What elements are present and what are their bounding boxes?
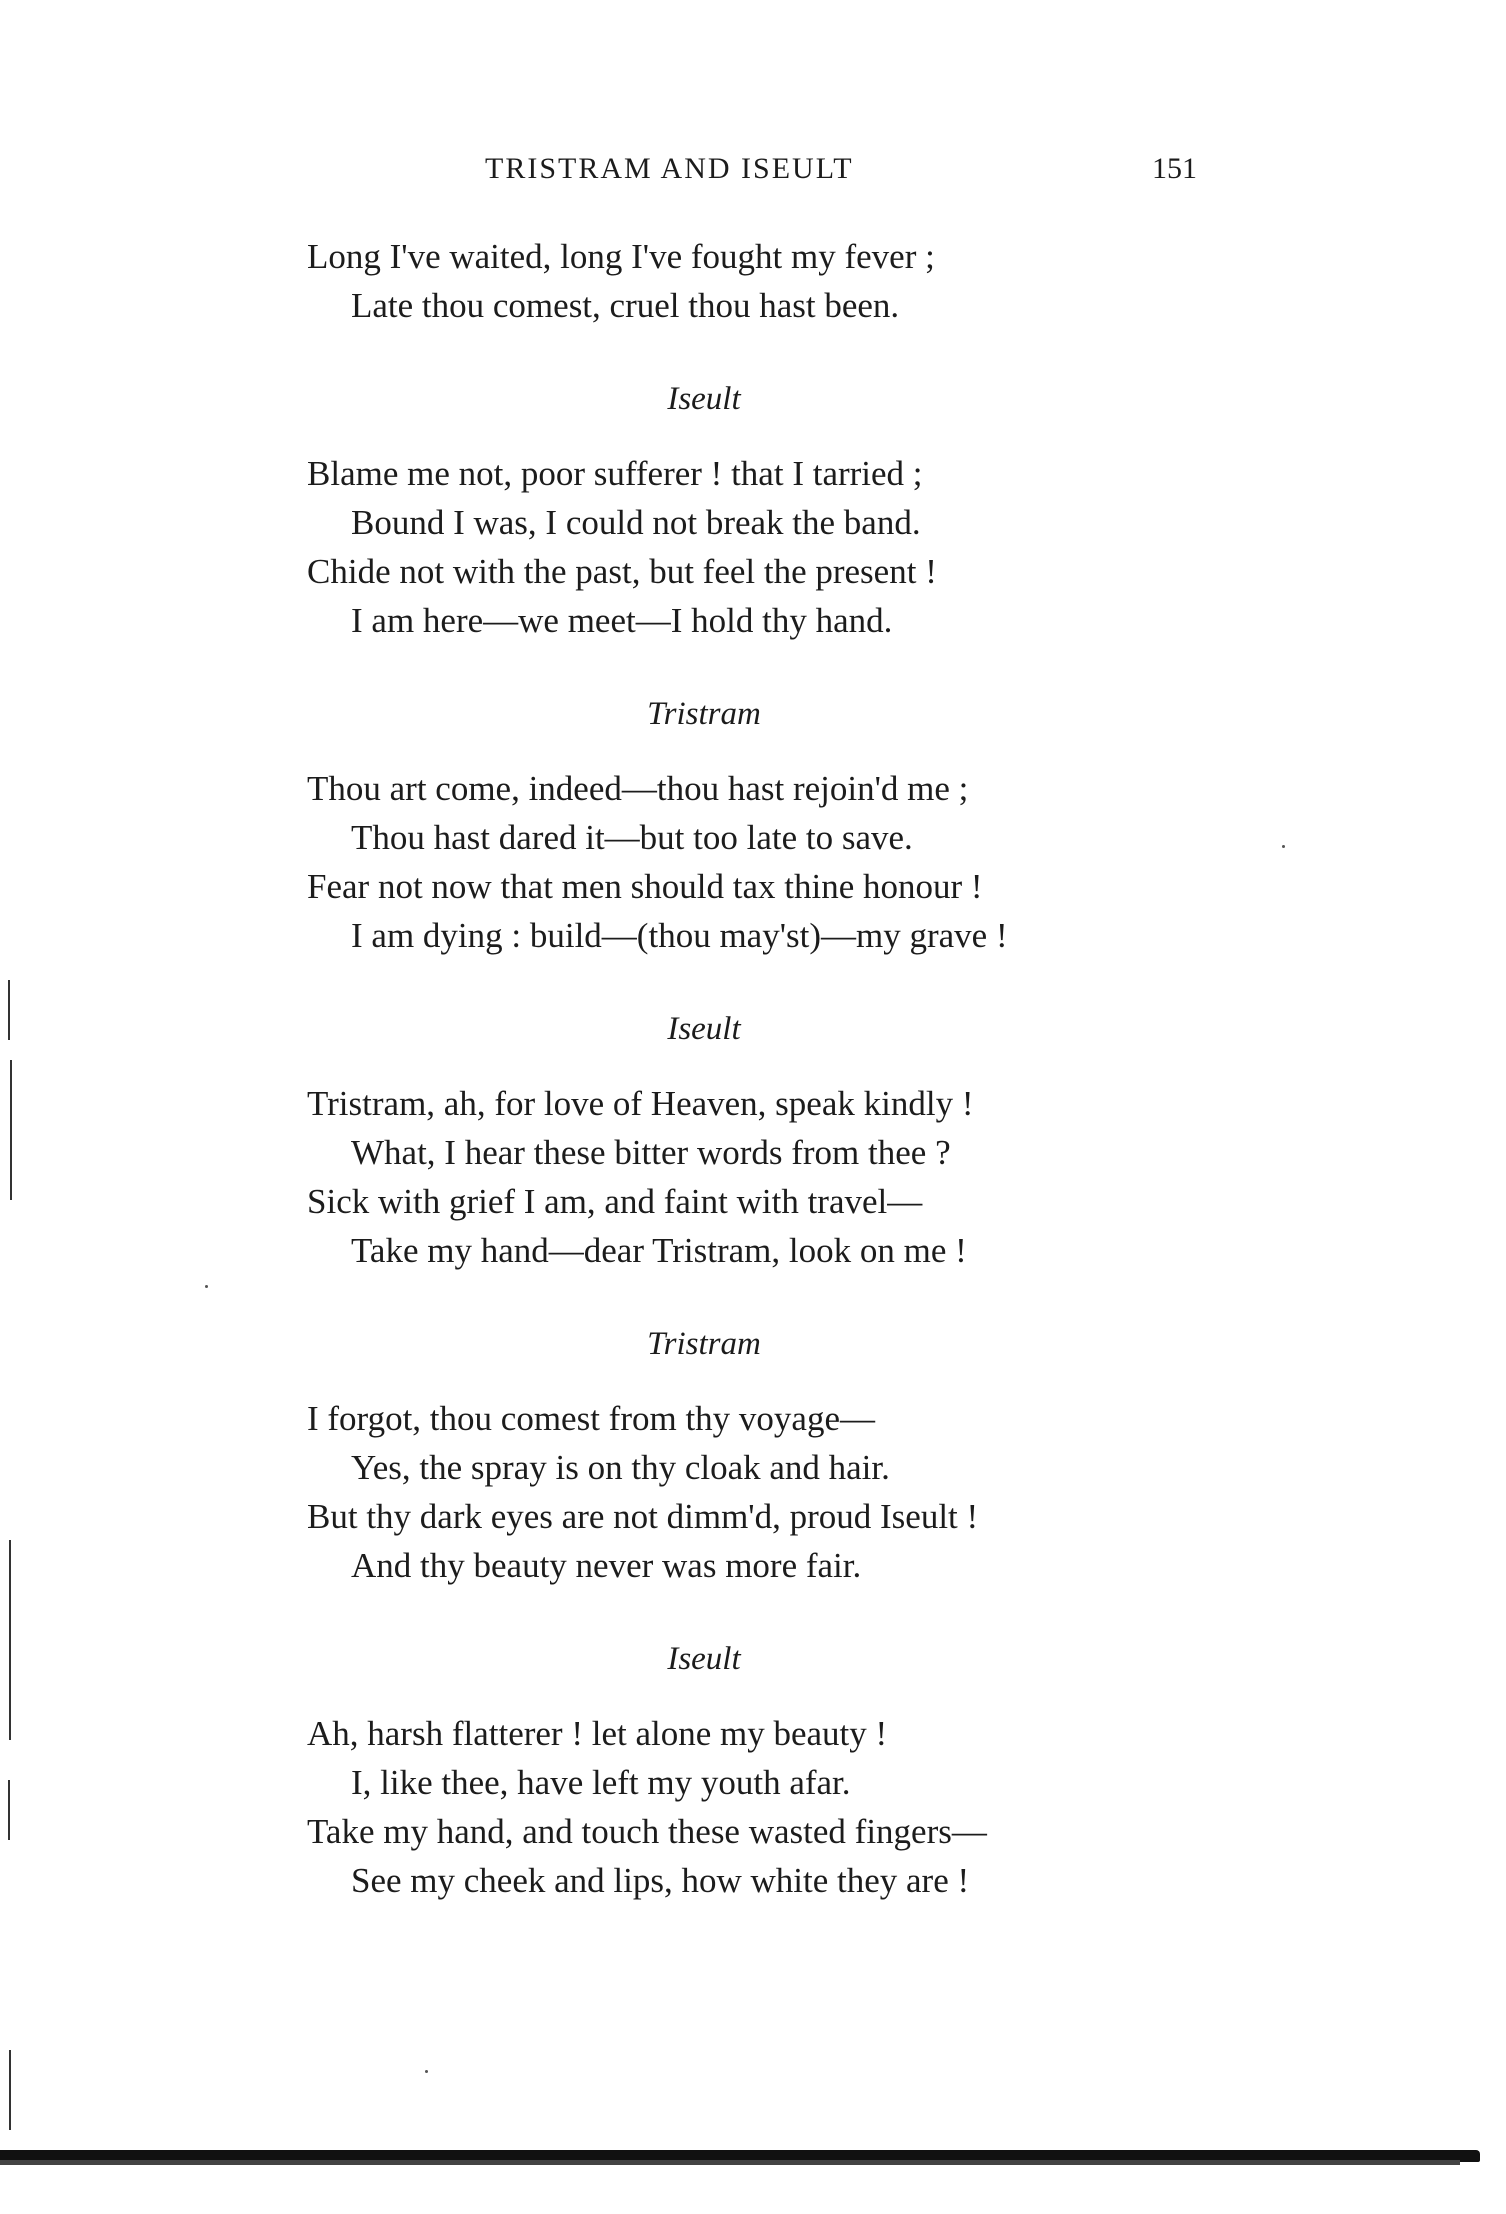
verse-line: Yes, the spray is on thy cloak and hair. bbox=[351, 1448, 890, 1487]
verse-line: But thy dark eyes are not dimm'd, proud Iseult ! bbox=[307, 1497, 979, 1536]
verse-line: Blame me not, poor sufferer ! that I tarried ; bbox=[307, 454, 923, 493]
verse-line: Sick with grief I am, and faint with travel— bbox=[307, 1182, 923, 1221]
verse-line: Take my hand, and touch these wasted fingers— bbox=[307, 1812, 987, 1851]
bottom-binding-shadow bbox=[0, 2160, 1460, 2165]
verse-line: Fear not now that men should tax thine honour ! bbox=[307, 867, 983, 906]
scan-margin-mark bbox=[10, 1060, 12, 1200]
running-title: TRISTRAM AND ISEULT bbox=[485, 152, 854, 185]
speaker-heading: Tristram bbox=[647, 696, 761, 732]
stanza bbox=[307, 232, 1207, 330]
page-number: 151 bbox=[1152, 152, 1197, 185]
verse-line: Late thou comest, cruel thou hast been. bbox=[351, 286, 900, 325]
verse-line: See my cheek and lips, how white they are ! bbox=[351, 1861, 970, 1900]
stanza bbox=[307, 1709, 1207, 1905]
scan-speck bbox=[205, 1285, 208, 1288]
scan-margin-mark bbox=[9, 1540, 11, 1740]
verse-line: Chide not with the past, but feel the present ! bbox=[307, 552, 937, 591]
speaker-heading: Iseult bbox=[667, 381, 741, 417]
stanza bbox=[307, 1079, 1207, 1275]
stanza bbox=[307, 1394, 1207, 1590]
stanza bbox=[307, 449, 1207, 645]
verse-line: Ah, harsh flatterer ! let alone my beauty ! bbox=[307, 1714, 888, 1753]
verse-line: Long I've waited, long I've fought my fever ; bbox=[307, 237, 935, 276]
scan-speck bbox=[425, 2070, 428, 2073]
verse-line: Take my hand—dear Tristram, look on me ! bbox=[351, 1231, 967, 1270]
verse-line: Thou hast dared it—but too late to save. bbox=[351, 818, 913, 857]
speaker-heading: Tristram bbox=[647, 1326, 761, 1362]
verse-line: And thy beauty never was more fair. bbox=[351, 1546, 862, 1585]
running-head bbox=[0, 152, 1506, 202]
verse-line: Bound I was, I could not break the band. bbox=[351, 503, 921, 542]
verse-line: I am dying : build—(thou may'st)—my grave ! bbox=[351, 916, 1008, 955]
speaker-heading: Iseult bbox=[667, 1641, 741, 1677]
verse-line: What, I hear these bitter words from thee ? bbox=[351, 1133, 951, 1172]
scan-margin-mark bbox=[8, 1780, 10, 1840]
speaker-heading: Iseult bbox=[667, 1011, 741, 1047]
verse-line: I forgot, thou comest from thy voyage— bbox=[307, 1399, 875, 1438]
verse-line: I, like thee, have left my youth afar. bbox=[351, 1763, 851, 1802]
scan-margin-mark bbox=[9, 2050, 11, 2130]
verse-line: Tristram, ah, for love of Heaven, speak kindly ! bbox=[307, 1084, 974, 1123]
scan-margin-mark bbox=[8, 980, 10, 1040]
scan-speck bbox=[1282, 845, 1285, 848]
verse-line: I am here—we meet—I hold thy hand. bbox=[351, 601, 893, 640]
stanza bbox=[307, 764, 1207, 960]
verse-line: Thou art come, indeed—thou hast rejoin'd me ; bbox=[307, 769, 969, 808]
poem bbox=[307, 232, 1207, 1905]
